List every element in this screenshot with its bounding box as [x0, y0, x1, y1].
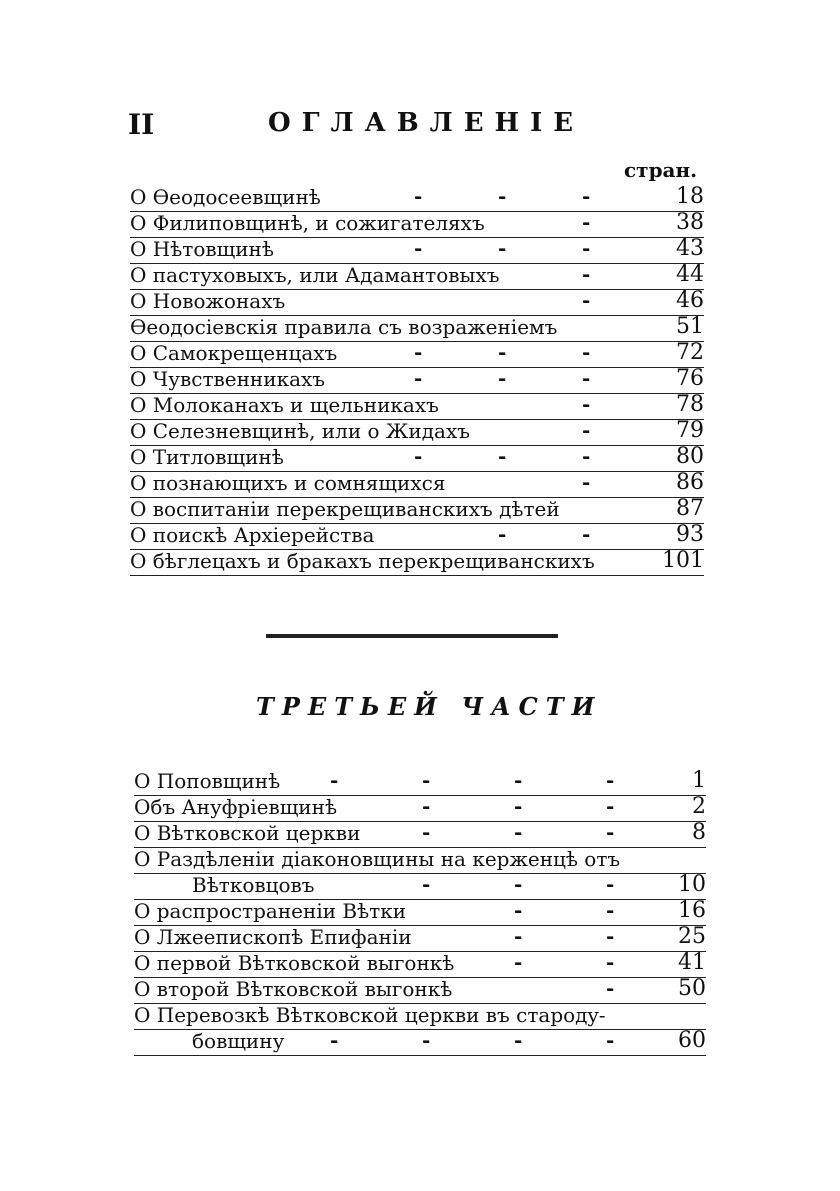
- toc-entry: [130, 342, 704, 368]
- toc-leader-dash: -: [582, 340, 591, 364]
- toc-entry-page: 8: [692, 820, 706, 845]
- toc-entry: [130, 550, 704, 576]
- toc-entry-page: 44: [676, 262, 704, 287]
- toc-leader-dash: -: [606, 898, 615, 922]
- toc-leader-dash: -: [582, 366, 591, 390]
- page-column-heading: стран.: [624, 158, 698, 182]
- toc-entry-page: 1: [692, 768, 706, 793]
- toc-entry-title: О второй Вѣтковской выгонкѣ: [134, 977, 453, 1001]
- toc-entry: [134, 1004, 706, 1030]
- page-number: II: [128, 108, 155, 141]
- toc-entry-page: 18: [676, 184, 704, 209]
- toc-leader-dash: -: [606, 794, 615, 818]
- toc-entry: [134, 770, 706, 796]
- toc-entry-title: О Поповщинѣ: [134, 769, 281, 793]
- toc-leader-dash: -: [498, 340, 507, 364]
- toc-entry-page: 101: [662, 548, 704, 573]
- toc-entry-page: 87: [676, 496, 704, 521]
- toc-entry-page: 60: [678, 1028, 706, 1053]
- toc-entry-page: 76: [676, 366, 704, 391]
- toc-entry-title: О Вѣтковской церкви: [134, 821, 361, 845]
- toc-entry-page: 79: [676, 418, 704, 443]
- toc-leader-dash: -: [582, 418, 591, 442]
- toc-entry-title: О Титловщинѣ: [130, 445, 284, 469]
- toc-entry-title: О Лжеепископѣ Епифаніи: [134, 925, 412, 949]
- toc-entry-title: О Молоканахъ и щельникахъ: [130, 393, 439, 417]
- part-three-title: ТРЕТЬЕЙ ЧАСТИ: [256, 692, 603, 721]
- toc-entry-title: О познающихъ и сомнящихся: [130, 471, 446, 495]
- toc-entry-page: 38: [676, 210, 704, 235]
- toc-entry-title: Ѳеодосіевскія правила съ возраженіемъ: [130, 315, 558, 339]
- toc-leader-dash: -: [514, 794, 523, 818]
- toc-leader-dash: -: [330, 1028, 339, 1052]
- toc-leader-dash: -: [582, 236, 591, 260]
- toc-entry: [134, 874, 706, 900]
- toc-leader-dash: -: [514, 872, 523, 896]
- toc-leader-dash: -: [514, 820, 523, 844]
- toc-entry-title: О Самокрещенцахъ: [130, 341, 338, 365]
- toc-entry: [134, 926, 706, 952]
- toc-entry-title: Вѣтковцовъ: [192, 873, 315, 897]
- toc-entry-page: 46: [676, 288, 704, 313]
- toc-entry-title: О распространеніи Вѣтки: [134, 899, 407, 923]
- toc-entry: [130, 290, 704, 316]
- toc-entry-title: О пастуховыхъ, или Адамантовыхъ: [130, 263, 500, 287]
- toc-entry-title: Объ Ануфріевщинѣ: [134, 795, 338, 819]
- toc-entry-title: О Филиповщинѣ, и сожигателяхъ: [130, 211, 485, 235]
- toc-leader-dash: -: [514, 950, 523, 974]
- toc-entry-title: О Перевозкѣ Вѣтковской церкви въ стародy-: [134, 1003, 606, 1027]
- toc-leader-dash: -: [498, 366, 507, 390]
- toc-leader-dash: -: [422, 794, 431, 818]
- toc-entry: [130, 394, 704, 420]
- toc-leader-dash: -: [330, 768, 339, 792]
- toc-entry-page: 41: [678, 950, 706, 975]
- toc-entry-title: О воспитаніи перекрещиванскихъ дѣтей: [130, 497, 560, 521]
- toc-leader-dash: -: [514, 924, 523, 948]
- toc-entry-title: О Раздѣленіи діаконовщины на керженцѣ отъ: [134, 847, 621, 871]
- toc-entry: [134, 1030, 706, 1056]
- toc-leader-dash: -: [514, 898, 523, 922]
- toc-entry-page: 51: [676, 314, 704, 339]
- toc-leader-dash: -: [606, 1028, 615, 1052]
- toc-entry-title: О поискѣ Архіерейства: [130, 523, 375, 547]
- toc-entry-title: О Новожонахъ: [130, 289, 286, 313]
- toc-entry-page: 78: [676, 392, 704, 417]
- toc-leader-dash: -: [414, 184, 423, 208]
- toc-leader-dash: -: [606, 820, 615, 844]
- toc-leader-dash: -: [498, 444, 507, 468]
- toc-entry-title: О Ѳеодосеевщинѣ: [130, 185, 321, 209]
- toc-leader-dash: -: [606, 976, 615, 1000]
- toc-entry: [134, 848, 706, 874]
- toc-entry: [134, 900, 706, 926]
- toc-leader-dash: -: [414, 366, 423, 390]
- toc-part-three: [134, 770, 706, 1056]
- toc-entry-page: 10: [678, 872, 706, 897]
- toc-entry-title: О Селезневщинѣ, или о Жидахъ: [130, 419, 470, 443]
- toc-entry-title: О Нѣтовщинѣ: [130, 237, 274, 261]
- toc-entry-page: 72: [676, 340, 704, 365]
- toc-entry: [134, 978, 706, 1004]
- toc-part-two: [130, 186, 704, 576]
- toc-leader-dash: -: [606, 872, 615, 896]
- toc-entry-title: О первой Вѣтковской выгонкѣ: [134, 951, 455, 975]
- toc-leader-dash: -: [514, 768, 523, 792]
- toc-entry: [134, 952, 706, 978]
- toc-entry-page: 25: [678, 924, 706, 949]
- toc-entry-page: 93: [676, 522, 704, 547]
- toc-leader-dash: -: [498, 184, 507, 208]
- toc-entry-page: 80: [676, 444, 704, 469]
- toc-entry: [130, 498, 704, 524]
- toc-entry-page: 16: [678, 898, 706, 923]
- toc-leader-dash: -: [606, 924, 615, 948]
- section-divider: [266, 634, 558, 638]
- toc-entry-title: О бѣглецахъ и бракахъ перекрещиванскихъ: [130, 549, 595, 573]
- toc-entry: [130, 446, 704, 472]
- toc-leader-dash: -: [414, 236, 423, 260]
- toc-leader-dash: -: [582, 522, 591, 546]
- toc-entry: [130, 212, 704, 238]
- page-title: ОГЛАВЛЕНІЕ: [268, 108, 585, 138]
- toc-leader-dash: -: [582, 470, 591, 494]
- toc-entry: [134, 822, 706, 848]
- toc-entry: [130, 186, 704, 212]
- toc-entry: [130, 238, 704, 264]
- toc-leader-dash: -: [498, 236, 507, 260]
- toc-leader-dash: -: [582, 262, 591, 286]
- toc-leader-dash: -: [498, 522, 507, 546]
- toc-entry-title: бовщину: [192, 1029, 285, 1053]
- toc-entry: [134, 796, 706, 822]
- toc-leader-dash: -: [422, 1028, 431, 1052]
- toc-leader-dash: -: [582, 184, 591, 208]
- toc-entry: [130, 316, 704, 342]
- toc-leader-dash: -: [582, 392, 591, 416]
- toc-entry: [130, 472, 704, 498]
- toc-leader-dash: -: [422, 768, 431, 792]
- toc-leader-dash: -: [414, 340, 423, 364]
- toc-leader-dash: -: [606, 768, 615, 792]
- toc-leader-dash: -: [514, 1028, 523, 1052]
- toc-entry-page: 50: [678, 976, 706, 1001]
- toc-entry-page: 43: [676, 236, 704, 261]
- toc-entry-title: О Чувственникахъ: [130, 367, 326, 391]
- toc-entry: [130, 524, 704, 550]
- toc-leader-dash: -: [582, 210, 591, 234]
- toc-leader-dash: -: [414, 444, 423, 468]
- toc-entry-page: 2: [692, 794, 706, 819]
- toc-entry-page: 86: [676, 470, 704, 495]
- toc-leader-dash: -: [606, 950, 615, 974]
- toc-entry: [130, 368, 704, 394]
- toc-leader-dash: -: [422, 872, 431, 896]
- toc-entry: [130, 420, 704, 446]
- toc-leader-dash: -: [422, 820, 431, 844]
- toc-leader-dash: -: [582, 288, 591, 312]
- toc-leader-dash: -: [582, 444, 591, 468]
- toc-entry: [130, 264, 704, 290]
